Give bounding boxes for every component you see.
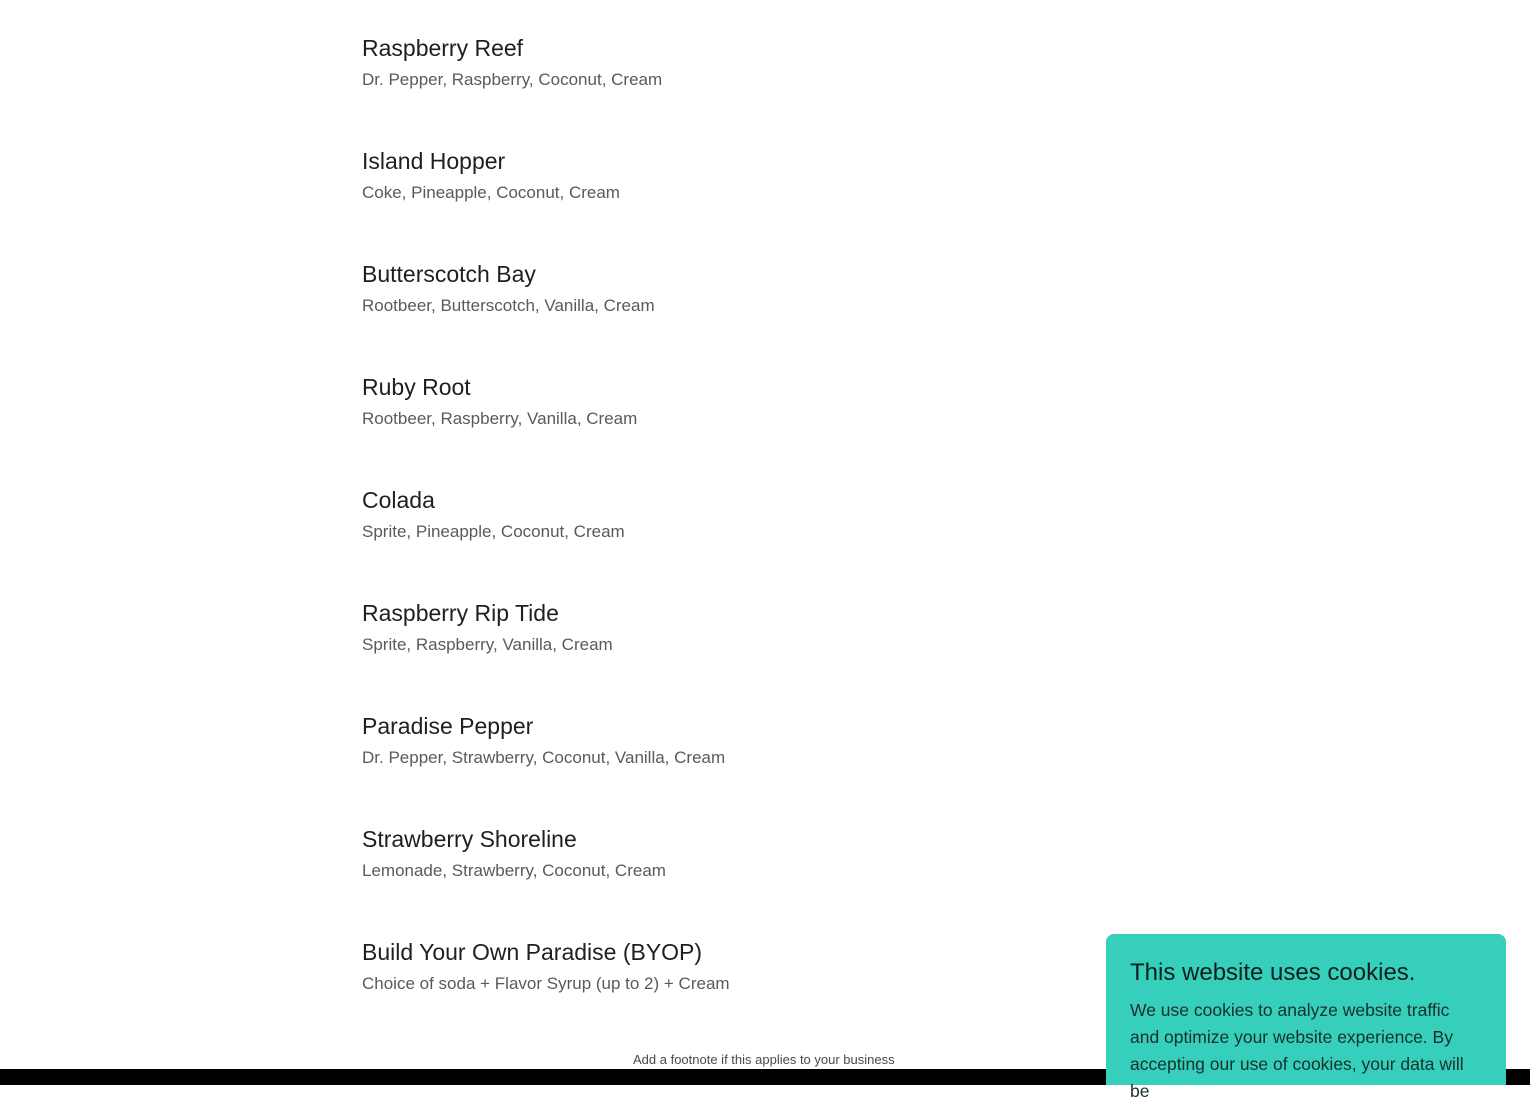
menu-item-name: Paradise Pepper	[362, 713, 534, 739]
menu-item-description: Lemonade, Strawberry, Coconut, Cream	[362, 861, 666, 880]
menu-item-name: Colada	[362, 487, 435, 513]
menu-item-name: Butterscotch Bay	[362, 261, 536, 287]
menu-item-description: Sprite, Pineapple, Coconut, Cream	[362, 522, 625, 541]
menu-item	[362, 144, 1122, 257]
menu-item-description: Rootbeer, Raspberry, Vanilla, Cream	[362, 409, 638, 428]
menu-item-description: Dr. Pepper, Raspberry, Coconut, Cream	[362, 70, 663, 89]
cookie-banner-text: We use cookies to analyze website traffic and optimize your website experience. By accepting our use of cookies, your data will be	[1130, 1000, 1464, 1101]
menu-item-description: Sprite, Raspberry, Vanilla, Cream	[362, 635, 613, 654]
menu-item-name: Strawberry Shoreline	[362, 826, 577, 852]
menu-item-name: Raspberry Rip Tide	[362, 600, 559, 626]
menu-item	[362, 370, 1122, 483]
menu-item-name: Build Your Own Paradise (BYOP)	[362, 939, 703, 965]
menu-item	[362, 709, 1122, 822]
cookie-banner-title: This website uses cookies.	[1130, 959, 1416, 986]
menu-item-description: Coke, Pineapple, Coconut, Cream	[362, 183, 620, 202]
cookie-banner	[1106, 934, 1506, 1101]
menu-item-name: Island Hopper	[362, 148, 506, 174]
menu-item	[362, 935, 1122, 1048]
menu-item-name: Ruby Root	[362, 374, 471, 400]
menu-item	[362, 822, 1122, 935]
menu-item-description: Choice of soda + Flavor Syrup (up to 2) + Cream	[362, 974, 730, 993]
footnote-text: Add a footnote if this applies to your business	[633, 1052, 895, 1067]
menu-item	[362, 257, 1122, 370]
menu-item-name: Raspberry Reef	[362, 35, 524, 61]
menu-item-description: Rootbeer, Butterscotch, Vanilla, Cream	[362, 296, 655, 315]
menu-list	[362, 31, 1122, 1048]
menu-item-description: Dr. Pepper, Strawberry, Coconut, Vanilla, Cream	[362, 748, 726, 767]
menu-item	[362, 483, 1122, 596]
menu-item	[362, 596, 1122, 709]
menu-item	[362, 31, 1122, 144]
